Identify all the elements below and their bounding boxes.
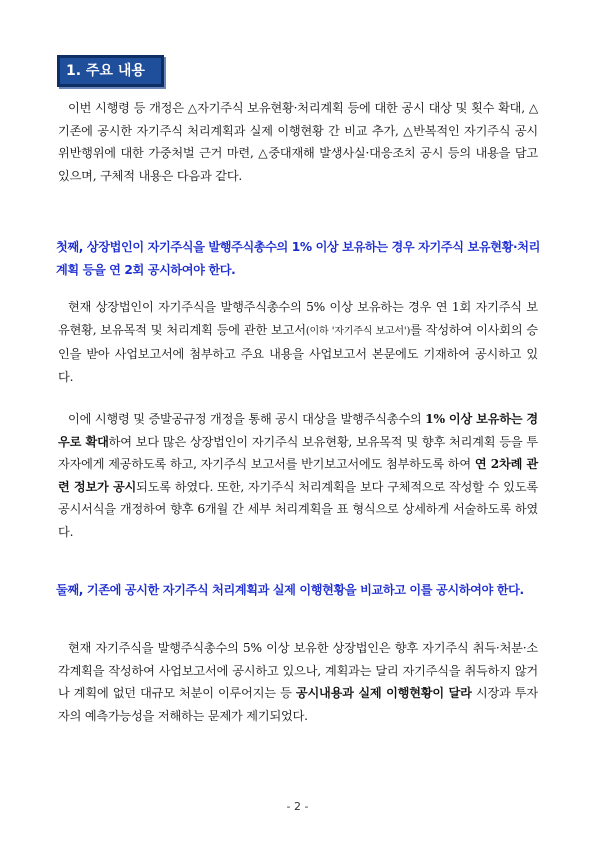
second-point-paragraph	[58, 637, 538, 727]
emphasis-text: 1% 이상 보유하는 경우로 확대	[58, 412, 538, 449]
page-number: - 2 -	[286, 800, 309, 813]
second-point-heading: 둘째, 기존에 공시한 자기주식 처리계획과 실제 이행현황을 비교하고 이를 공시하여야 한다.	[56, 583, 524, 597]
emphasis-text: 공시내용과 실제 이행현황이 달라	[295, 686, 472, 701]
first-point-paragraph-2	[58, 408, 538, 544]
text-run: 현재 상장법인이 자기주식을 발행주식총수의 5% 이상 보유하는 경우 연 1회 자기주식 보유현황, 보유목적 및 처리계획 등에 관한 보고서	[58, 300, 538, 337]
emphasis-text: 연 2차례 관련 정보가 공시	[58, 457, 538, 494]
first-point-paragraph-1	[58, 296, 538, 388]
text-run: 하여 보다 많은 상장법인이 자기주식 보유현황, 보유목적 및 향후 처리계획 등을 투자자에게 제공하도록 하고, 자기주식 보고서를 반기보고서에도 첨부하도록 하여	[58, 434, 538, 472]
section-heading: 1. 주요 내용	[57, 55, 164, 87]
text-run: 현재 자기주식을 발행주식총수의 5% 이상 보유한 상장법인은 향후 자기주식 취득·처분·소각계획을 작성하여 사업보고서에 공시하고 있으나, 계획과는 달리 자기주식을 취득하지 않거나 계획에 없던 대규모 처분이 이루어지는 등	[58, 641, 538, 701]
text-run: 이에 시행령 및 증발공규정 개정을 통해 공시 대상을 발행주식총수의	[68, 412, 426, 426]
intro-paragraph: 이번 시행령 등 개정은 △자기주식 보유현황·처리계획 등에 대한 공시 대상 및 횟수 확대, △기존에 공시한 자기주식 처리계획과 실제 이행현황 간 비교 추가, △반복적인 자기주식 공시 위반행위에 대한 가중처벌 근거 마련, △중대재해 발생사실·대응조치 공시 등의 내용을 담고 있으며, 구체적 내용은 다음과 같다.	[58, 101, 538, 183]
first-point-heading: 첫째, 상장법인이 자기주식을 발행주식총수의 1% 이상 보유하는 경우 자기주식 보유현황·처리계획 등을 연 2회 공시하여야 한다.	[56, 240, 540, 277]
text-run: 를 작성하여 이사회의 승인을 받아 사업보고서에 첨부하고 주요 내용을 사업보고서 본문에도 기재하여 공시하고 있다.	[58, 322, 539, 384]
footnote-text: (이하 '자기주식 보고서')	[305, 325, 411, 337]
text-run: 되도록 하였다. 또한, 자기주식 처리계획을 보다 구체적으로 작성할 수 있도록 공시서식을 개정하여 향후 6개월 간 세부 처리계획을 표 형식으로 상세하게 서술하도록 하였다.	[58, 479, 538, 539]
text-run: 시장과 투자자의 예측가능성을 저해하는 문제가 제기되었다.	[58, 686, 538, 723]
